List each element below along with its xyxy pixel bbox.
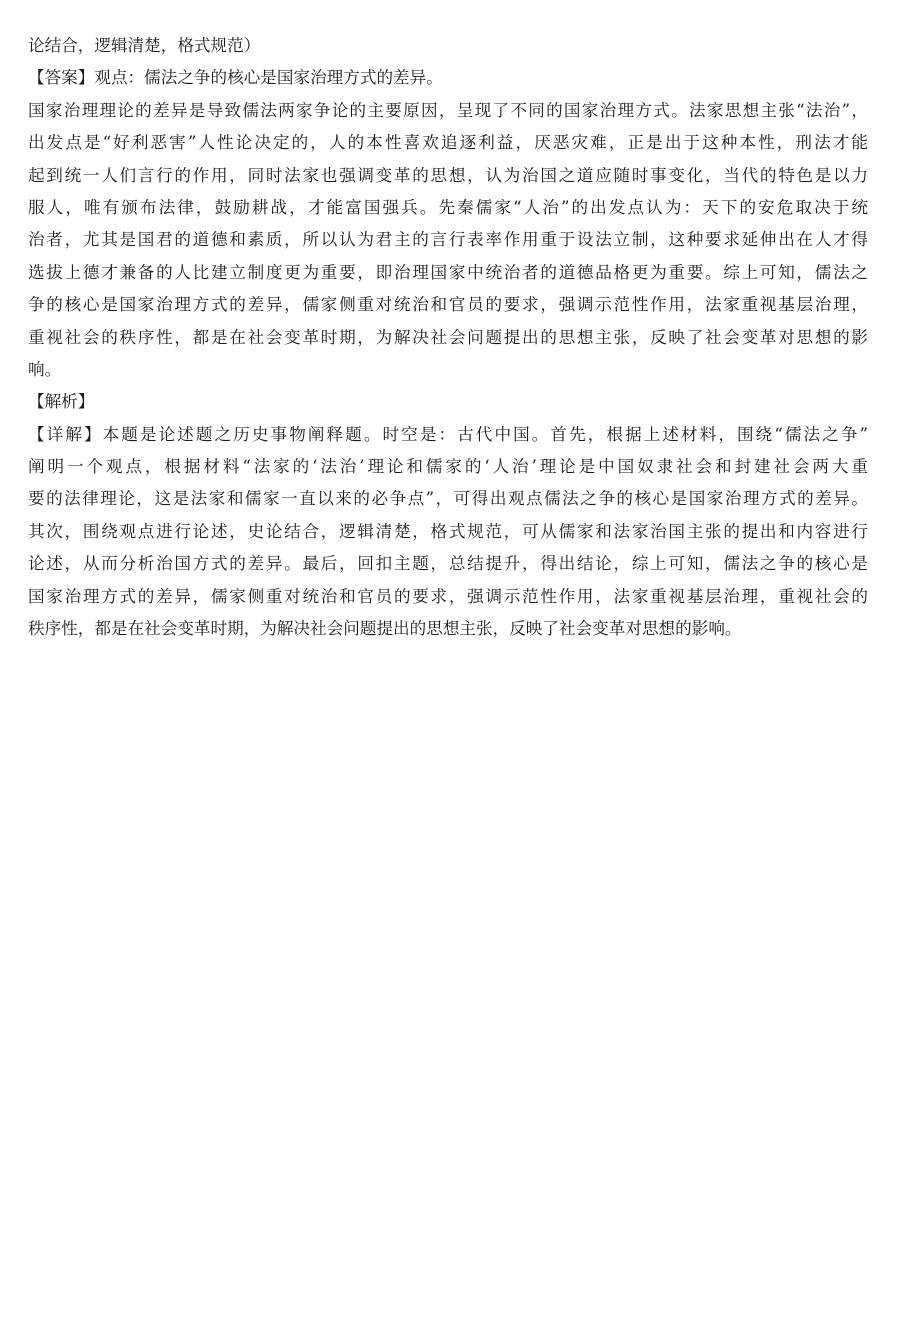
text-line: 重视社会的秩序性，都是在社会变革时期，为解决社会问题提出的思想主张，反映了社会变革对思想的影 <box>28 327 868 347</box>
text-line: 其次，围绕观点进行论述，史论结合，逻辑清楚，格式规范，可从儒家和法家治国主张的提出和内容进行 <box>28 521 868 541</box>
text-line: 国家治理理论的差异是导致儒法两家争论的主要原因，呈现了不同的国家治理方式。法家思想主张“法治”， <box>28 100 868 120</box>
text-line: 选拔上德才兼备的人比建立制度更为重要，即治理国家中统治者的道德品格更为重要。综上可知，儒法之 <box>28 262 868 282</box>
text-line: 秩序性，都是在社会变革时期，为解决社会问题提出的思想主张，反映了社会变革对思想的影响。 <box>28 619 742 639</box>
text-line: 论述，从而分析治国方式的差异。最后，回扣主题，总结提升，得出结论，综上可知，儒法之争的核心是 <box>28 554 868 574</box>
text-line: 要的法律理论，这是法家和儒家一直以来的必争点”，可得出观点儒法之争的核心是国家治理方式的差异。 <box>28 489 868 509</box>
text-line: 服人，唯有颁布法律，鼓励耕战，才能富国强兵。先秦儒家“人治”的出发点认为：天下的安危取决于统 <box>28 197 868 217</box>
text-line: 争的核心是国家治理方式的差异，儒家侧重对统治和官员的要求，强调示范性作用，法家重视基层治理， <box>28 295 868 315</box>
text-line: 出发点是“好利恶害”人性论决定的，人的本性喜欢追逐利益，厌恶灾难，正是出于这种本性，刑法才能 <box>28 133 868 153</box>
text-line: 国家治理方式的差异，儒家侧重对统治和官员的要求，强调示范性作用，法家重视基层治理，重视社会的 <box>28 586 868 606</box>
document-page <box>28 30 868 645</box>
detail-line: 【详解】本题是论述题之历史事物阐释题。时空是：古代中国。首先，根据上述材料，围绕“儒法之争” <box>28 424 868 444</box>
text-line: 响。 <box>28 359 62 379</box>
text-line: 论结合，逻辑清楚，格式规范） <box>28 36 261 55</box>
answer-line: 【答案】观点：儒法之争的核心是国家治理方式的差异。 <box>28 68 443 88</box>
text-line: 阐明一个观点，根据材料“法家的‘法治’理论和儒家的‘人治’理论是中国奴隶社会和封建社会两大重 <box>28 457 868 477</box>
text-line: 起到统一人们言行的作用，同时法家也强调变革的思想，认为治国之道应随时事变化，当代的特色是以力 <box>28 165 868 185</box>
analysis-heading: 【解析】 <box>28 392 95 412</box>
text-line: 治者，尤其是国君的道德和素质，所以认为君主的言行表率作用重于设法立制，这种要求延伸出在人才得 <box>28 230 868 250</box>
